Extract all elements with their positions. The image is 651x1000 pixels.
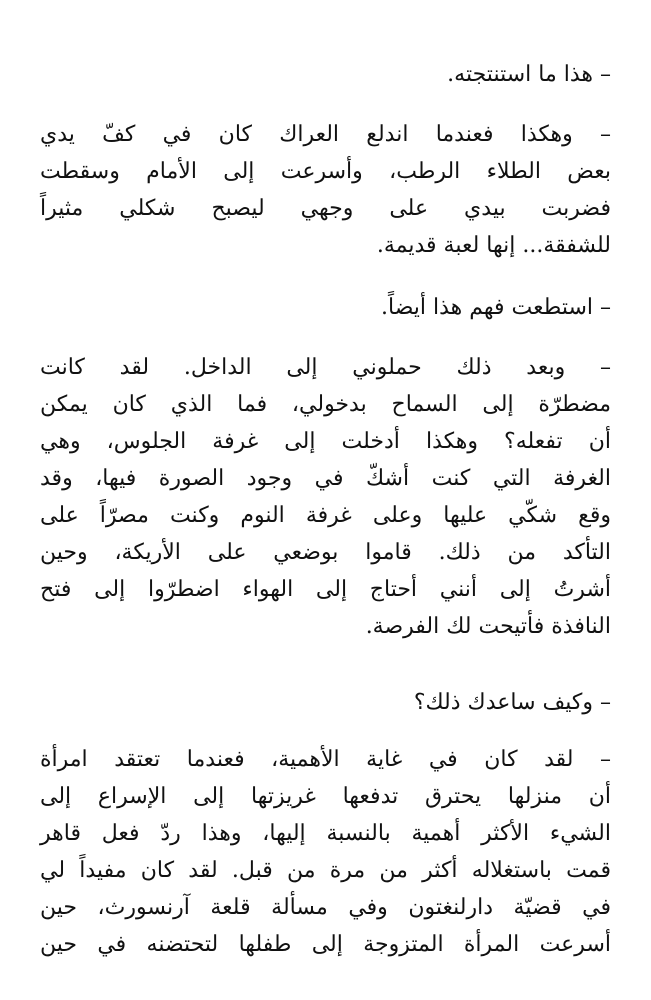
paragraph-dialogue-4	[40, 349, 611, 645]
text-line: – وكيف ساعدك ذلك؟	[413, 690, 611, 715]
paragraph-dialogue-5	[40, 684, 611, 721]
text-line: أشرتُ إلى أنني أحتاج إلى الهواء اضطرّوا إلى فتح	[40, 577, 611, 602]
text-line: مضطرّة إلى السماح بدخولي، فما الذي كان يمكن	[40, 392, 611, 417]
text-line: الغرفة التي كنت أشكّ في وجود الصورة فيها، وقد	[40, 466, 611, 491]
text-line: أسرعت المرأة المتزوجة إلى طفلها لتحتضنه في حين	[40, 932, 611, 957]
paragraph-dialogue-2	[40, 116, 611, 264]
text-line: – وهكذا فعندما اندلع العراك كان في كفّ يدي	[40, 122, 611, 147]
text-line: – استطعت فهم هذا أيضاً.	[381, 295, 611, 320]
text-line: قمت باستغلاله أكثر من مرة من قبل. لقد كان مفيداً لي	[40, 858, 611, 883]
text-line: – هذا ما استنتجته.	[447, 62, 611, 87]
text-line: أن منزلها يحترق تدفعها غريزتها إلى الإسراع إلى	[40, 784, 611, 809]
paragraph-dialogue-3	[40, 289, 611, 326]
text-line: وقع شكّي عليها وعلى غرفة النوم وكنت مصرّاً على	[40, 503, 611, 528]
text-line: الشيء الأكثر أهمية بالنسبة إليها، وهذا ردّ فعل قاهر	[40, 821, 611, 846]
text-line: – وبعد ذلك حملوني إلى الداخل. لقد كانت	[40, 355, 611, 380]
text-line: أن تفعله؟ وهكذا أدخلت إلى غرفة الجلوس، وهي	[40, 429, 611, 454]
text-line: في قضيّة دارلنغتون وفي مسألة قلعة آرنسورث، حين	[40, 895, 611, 920]
text-line: التأكد من ذلك. قاموا بوضعي على الأريكة، وحين	[40, 540, 611, 565]
text-line: – لقد كان في غاية الأهمية، فعندما تعتقد امرأة	[40, 747, 611, 772]
paragraph-dialogue-6	[40, 741, 611, 963]
text-line: للشفقة... إنها لعبة قديمة.	[376, 233, 611, 258]
text-line: فضربت بيدي على وجهي ليصبح شكلي مثيراً	[40, 196, 611, 221]
text-line: النافذة فأتيحت لك الفرصة.	[365, 614, 611, 639]
paragraph-dialogue-1	[40, 56, 611, 93]
text-line: بعض الطلاء الرطب، وأسرعت إلى الأمام وسقطت	[40, 159, 611, 184]
